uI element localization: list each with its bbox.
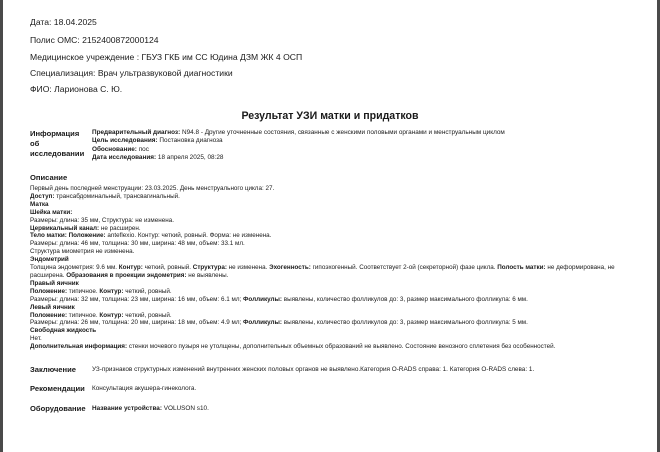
info-label: Информация об исследовании — [30, 129, 85, 158]
header-polis: Полис ОМС: 2152400872000124 — [30, 35, 159, 45]
desc-heading: Свободная жидкость — [30, 327, 97, 335]
desc-heading: Левый яичник — [30, 303, 75, 311]
description-body — [30, 185, 620, 351]
desc-line: Дополнительная информация: стенки мочевого пузыря не утолщены, дополнительных объемных образований не выявлено. Состояние венозного сплетения без особенностей. — [30, 343, 556, 351]
desc-heading: Эндометрий — [30, 256, 69, 264]
header-specialization: Специализация: Врач ультразвуковой диагностики — [30, 68, 233, 78]
header-fio: ФИО: Ларионова С. Ю. — [30, 84, 123, 94]
recommendations-text: Консультация акушера-гинеколога. — [92, 385, 197, 392]
desc-line: Нет. — [30, 335, 42, 343]
header-date: Дата: 18.04.2025 — [30, 17, 97, 27]
desc-line: Толщина эндометрия: 9.6 мм. Контур: четкий, ровный. Структура: не изменена. Эхогенность: гипоэхогенный. Соответствует 2-ой (секреторной) фазе цикла. Полость матки: не деформирована, не расширена. Образования в проекции эндометрия: не выявлены. — [30, 264, 615, 279]
desc-heading: Матка — [30, 200, 49, 208]
desc-line: Доступ: трансабдоминальный, трансвагинальный. — [30, 192, 180, 200]
equipment-text: Название устройства: VOLUSON s10. — [92, 405, 209, 412]
info-row: Цель исследования: Постановка диагноза — [92, 137, 223, 145]
desc-line: Положение: типичное. Контур: четкий, ровный. — [30, 287, 172, 295]
desc-heading: Правый яичник — [30, 279, 79, 287]
desc-heading: Шейка матки: — [30, 208, 73, 216]
report-page — [30, 0, 630, 452]
info-body — [92, 129, 505, 163]
desc-line: Первый день последней менструации: 23.03.2025. День менструального цикла: 27. — [30, 185, 275, 192]
desc-line: Размеры: длина: 32 мм, толщина: 23 мм, ширина: 16 мм, объем: 6.1 мл; Фолликулы: выявлены, количество фолликулов до: 3, размер максимального фолликула: 6 мм. — [30, 295, 528, 303]
desc-line: Структура миометрия не изменена. — [30, 248, 135, 256]
desc-line: Тело матки: Положение: anteflexio. Контур: четкий, ровный. Форма: не изменена. — [30, 232, 272, 240]
conclusion-label: Заключение — [30, 365, 77, 374]
desc-line: Размеры: длина: 26 мм, толщина: 20 мм, ширина: 18 мм, объем: 4.9 мл; Фолликулы: выявлены, количество фолликулов до: 3, размер максимального фолликула: 5 мм. — [30, 319, 528, 327]
description-title: Описание — [30, 173, 68, 182]
info-row: Обоснование: пос — [92, 145, 149, 153]
left-edge — [0, 0, 3, 452]
equipment-label: Оборудование — [30, 404, 86, 413]
desc-line: Размеры: длина: 35 мм, Структура: не изменена. — [30, 216, 174, 224]
conclusion-text: УЗ-признаков структурных изменений внутренних женских половых органов не выявлено.Категория O-RADS справа: 1. Категория O-RADS слева: 1. — [92, 366, 535, 373]
info-row: Предварительный диагноз: N94.8 - Другие уточненные состояния, связанные с женскими половыми органами и менструальным циклом — [92, 129, 505, 136]
desc-line: Цервикальный канал: не расширен. — [30, 224, 141, 232]
header-institution: Медицинское учреждение : ГБУЗ ГКБ им СС Юдина ДЗМ ЖК 4 ОСП — [30, 52, 303, 62]
desc-line: Размеры: длина: 46 мм, толщина: 30 мм, ширина: 48 мм, объем: 33.1 мл. — [30, 240, 245, 248]
desc-line: Положение: типичное. Контур: четкий, ровный. — [30, 311, 172, 319]
recommendations-label: Рекомендации — [30, 384, 85, 393]
page-title: Результат УЗИ матки и придатков — [241, 110, 419, 122]
info-row: Дата исследования: 18 апреля 2025, 08:28 — [92, 154, 224, 162]
